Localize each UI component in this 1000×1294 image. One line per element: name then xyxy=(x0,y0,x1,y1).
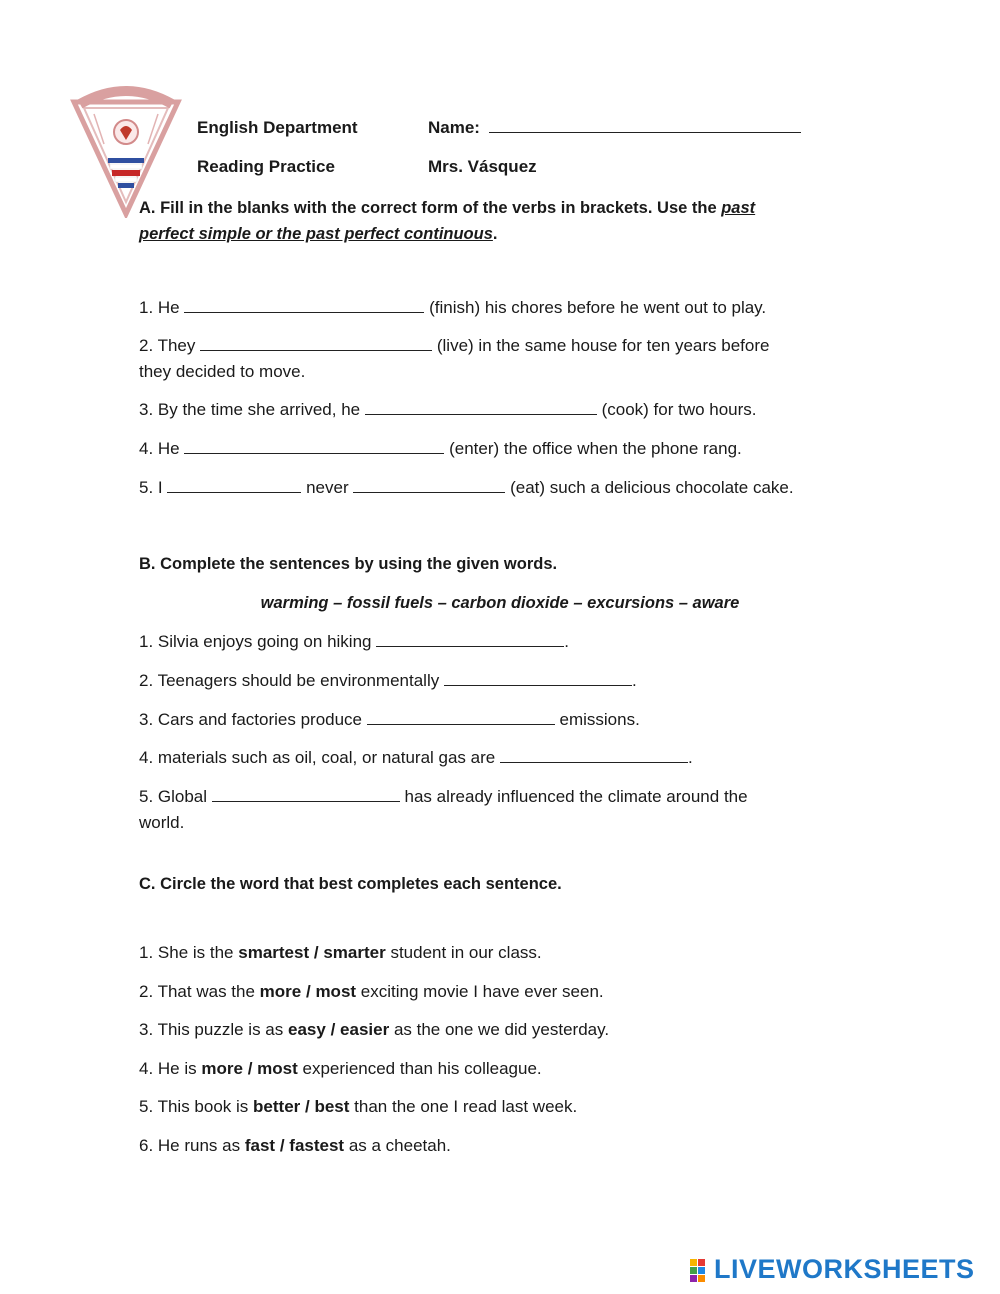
section-c-item-1: 1. She is the smartest / smarter student in our class. xyxy=(139,943,542,962)
name-label: Name: xyxy=(428,118,480,137)
section-a-item-4: 4. He (enter) the office when the phone rang. xyxy=(139,439,742,458)
section-b-item-4: 4. materials such as oil, coal, or natural gas are . xyxy=(139,748,693,767)
choice-option[interactable]: best xyxy=(314,1097,350,1116)
section-a-item-1: 1. He (finish) his chores before he went out to play. xyxy=(139,298,767,317)
section-c-instruction: C. Circle the word that best completes each sentence. xyxy=(139,875,562,893)
section-c-item-5: 5. This book is better / best than the one I read last week. xyxy=(139,1097,578,1116)
choice-option[interactable]: smartest xyxy=(238,943,310,962)
answer-blank[interactable] xyxy=(167,478,301,493)
answer-blank[interactable] xyxy=(353,478,505,493)
section-a-item-3: 3. By the time she arrived, he (cook) for two hours. xyxy=(139,400,757,419)
subject-label: Reading Practice xyxy=(197,157,335,176)
section-c-item-4: 4. He is more / most experienced than his colleague. xyxy=(139,1059,542,1078)
answer-blank[interactable] xyxy=(212,787,400,802)
section-c-item-2: 2. That was the more / most exciting movie I have ever seen. xyxy=(139,982,604,1001)
liveworksheets-logo-icon xyxy=(690,1257,714,1283)
liveworksheets-text: LIVEWORKSHEETS xyxy=(714,1254,975,1284)
word-bank: warming – fossil fuels – carbon dioxide – excursions – aware xyxy=(260,594,740,612)
section-b-item-5: 5. Global has already influenced the climate around the xyxy=(139,787,748,806)
choice-option[interactable]: easy xyxy=(288,1020,326,1039)
choice-option[interactable]: more xyxy=(201,1059,243,1078)
choice-option[interactable]: fast xyxy=(244,1136,276,1155)
section-b-item-3: 3. Cars and factories produce emissions. xyxy=(139,710,640,729)
answer-blank[interactable] xyxy=(184,298,424,313)
choice-option[interactable]: most xyxy=(257,1059,298,1078)
section-b-instruction: B. Complete the sentences by using the given words. xyxy=(139,555,558,573)
section-b-item-1: 1. Silvia enjoys going on hiking . xyxy=(139,632,569,651)
answer-blank[interactable] xyxy=(365,400,597,415)
choice-option[interactable]: easier xyxy=(340,1020,390,1039)
answer-blank[interactable] xyxy=(367,710,555,725)
choice-option[interactable]: fastest xyxy=(289,1136,345,1155)
section-c-item-3: 3. This puzzle is as easy / easier as the one we did yesterday. xyxy=(139,1020,610,1039)
department-label: English Department xyxy=(197,118,358,137)
section-a-item-2: 2. They (live) in the same house for ten years before xyxy=(139,336,770,355)
choice-option[interactable]: most xyxy=(315,982,357,1001)
name-blank[interactable] xyxy=(489,118,801,133)
answer-blank[interactable] xyxy=(200,336,432,351)
answer-blank[interactable] xyxy=(184,439,444,454)
section-a-instruction: A. Fill in the blanks with the correct form of the verbs in brackets. Use the past perfect simple or the past perfect continuous. xyxy=(139,199,756,243)
section-c-item-6: 6. He runs as fast / fastest as a cheetah. xyxy=(139,1136,451,1155)
name-field-row xyxy=(428,118,801,138)
liveworksheets-brand[interactable] xyxy=(690,1254,975,1285)
section-b-item-5-cont: world. xyxy=(139,813,185,832)
teacher-label: Mrs. Vásquez xyxy=(428,157,537,176)
choice-option[interactable]: better xyxy=(253,1097,301,1116)
answer-blank[interactable] xyxy=(444,671,632,686)
section-b-item-2: 2. Teenagers should be environmentally . xyxy=(139,671,637,690)
choice-option[interactable]: smarter xyxy=(323,943,386,962)
answer-blank[interactable] xyxy=(500,748,688,763)
section-a-item-2-cont: they decided to move. xyxy=(139,362,306,381)
choice-option[interactable]: more xyxy=(259,982,302,1001)
answer-blank[interactable] xyxy=(376,632,564,647)
section-a-item-5: 5. I never (eat) such a delicious chocolate cake. xyxy=(139,478,794,497)
